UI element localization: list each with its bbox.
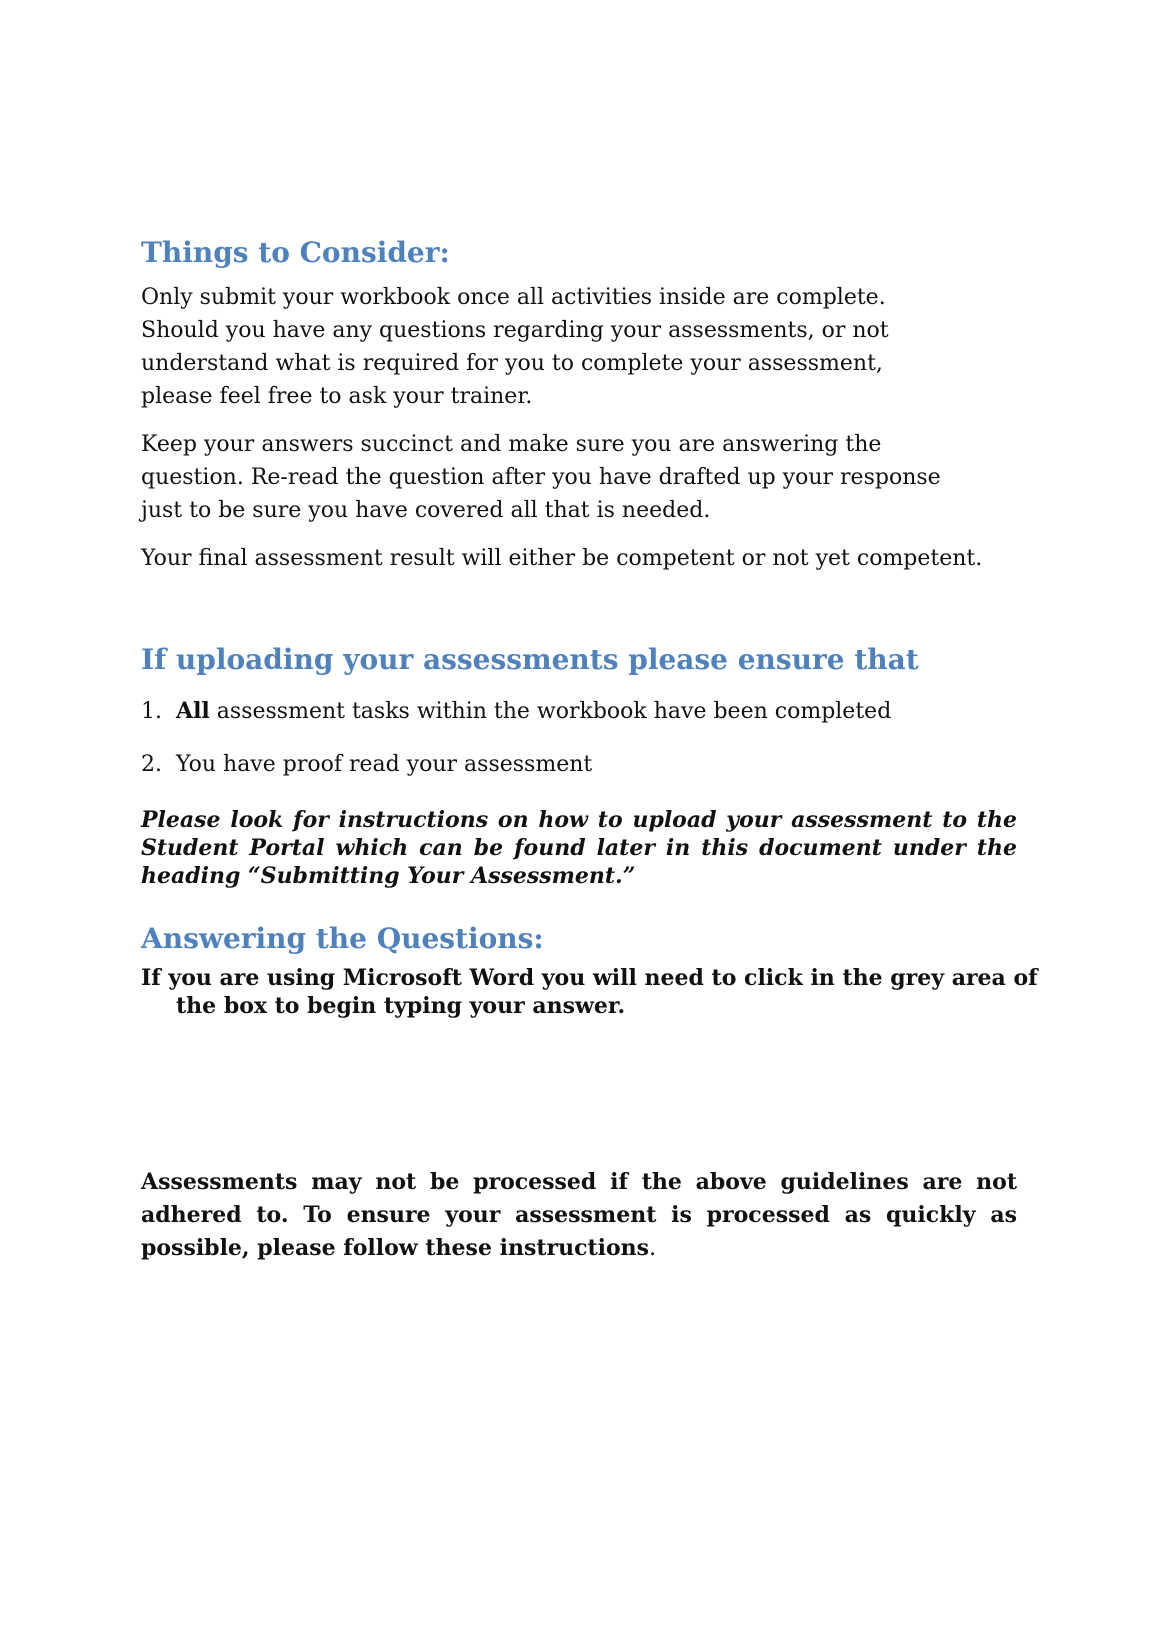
final-result-paragraph: Your final assessment result will either be competent or not yet competent.: [141, 546, 983, 571]
list-bold-text: All: [176, 698, 210, 724]
paragraph-line: Only submit your workbook once all activities inside are complete.: [141, 285, 886, 310]
upload-instructions-note: Please look for instructions on how to upload your assessment to the Student Portal which can be found later in this document under the heading “Submitting Your Assessment.”: [141, 807, 1017, 889]
things-to-consider-heading: Things to Consider:: [141, 236, 450, 269]
answering-questions-heading: Answering the Questions:: [141, 922, 544, 955]
paragraph-line: understand what is required for you to complete your assessment,: [141, 351, 883, 376]
checklist-item: [141, 748, 592, 781]
paragraph-line: Should you have any questions regarding your assessments, or not: [141, 318, 889, 343]
microsoft-word-instruction: If you are using Microsoft Word you will need to click in the grey area of the box to begin typing your answer.: [141, 965, 1038, 1019]
uploading-heading: If uploading your assessments please ensure that: [141, 643, 919, 676]
list-item-text: You have proof read your assessment: [176, 752, 593, 777]
processing-warning-period: .: [649, 1236, 657, 1261]
list-item-text: assessment tasks within the workbook have been completed: [209, 699, 892, 724]
processing-warning: [141, 1166, 1017, 1265]
processing-warning-text: Assessments may not be processed if the above guidelines are not adhered to. To ensure your assessment is processed as quickly as possible, please follow these instructions: [141, 1169, 1017, 1261]
paragraph-line: just to be sure you have covered all that is needed.: [141, 498, 711, 523]
paragraph-line: please feel free to ask your trainer.: [141, 384, 533, 409]
paragraph-line: Keep your answers succinct and make sure you are answering the: [141, 432, 882, 457]
succinct-answers-paragraph: [141, 428, 1061, 527]
list-number: 2.: [141, 752, 162, 777]
submit-guidance-paragraph: [141, 281, 1061, 413]
list-number: 1.: [141, 699, 162, 724]
paragraph-line: question. Re-read the question after you have drafted up your response: [141, 465, 941, 490]
checklist-item: [141, 695, 891, 728]
